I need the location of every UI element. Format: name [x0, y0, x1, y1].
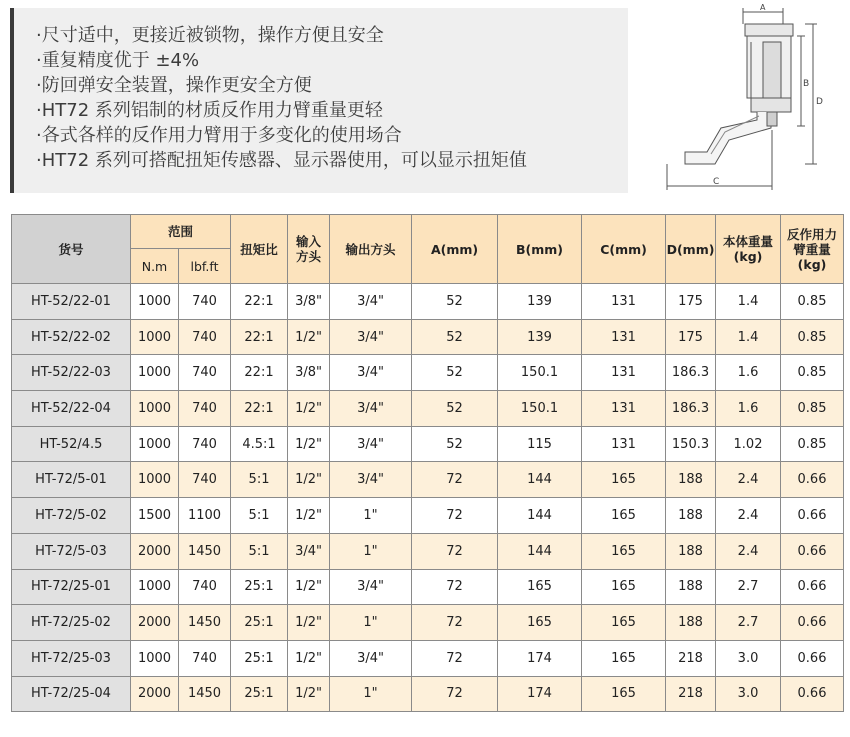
table-row [12, 355, 844, 391]
cell-c: 165 [582, 462, 666, 498]
cell-ratio: 25:1 [231, 569, 288, 605]
cell-c: 131 [582, 426, 666, 462]
cell-b: 139 [498, 319, 582, 355]
cell-output: 3/4" [330, 640, 412, 676]
cell-body-weight: 3.0 [716, 640, 781, 676]
cell-b: 144 [498, 462, 582, 498]
cell-a: 72 [412, 498, 498, 534]
cell-nm: 1000 [131, 355, 179, 391]
cell-c: 165 [582, 569, 666, 605]
dim-label-d: D [816, 97, 823, 107]
cell-output: 1" [330, 498, 412, 534]
cell-d: 150.3 [666, 426, 716, 462]
cell-a: 72 [412, 462, 498, 498]
cell-d: 188 [666, 533, 716, 569]
cell-c: 165 [582, 498, 666, 534]
cell-lbf: 1450 [179, 676, 231, 712]
cell-model: HT-52/22-02 [12, 319, 131, 355]
table-row [12, 284, 844, 320]
cell-output: 3/4" [330, 569, 412, 605]
cell-model: HT-72/25-02 [12, 605, 131, 641]
cell-lbf: 740 [179, 391, 231, 427]
table-row [12, 391, 844, 427]
cell-a: 52 [412, 355, 498, 391]
cell-a: 52 [412, 426, 498, 462]
cell-input: 1/2" [288, 676, 330, 712]
cell-b: 174 [498, 640, 582, 676]
cell-c: 165 [582, 676, 666, 712]
cell-body-weight: 1.02 [716, 426, 781, 462]
cell-c: 165 [582, 533, 666, 569]
cell-nm: 2000 [131, 605, 179, 641]
header-b: B(mm) [498, 215, 582, 284]
cell-arm-weight: 0.85 [781, 391, 844, 427]
cell-nm: 1500 [131, 498, 179, 534]
header-body-weight [716, 215, 781, 284]
table-row [12, 319, 844, 355]
cell-a: 52 [412, 284, 498, 320]
cell-input: 1/2" [288, 391, 330, 427]
cell-ratio: 25:1 [231, 605, 288, 641]
cell-b: 165 [498, 569, 582, 605]
cell-lbf: 1450 [179, 605, 231, 641]
cell-c: 165 [582, 640, 666, 676]
cell-input: 3/8" [288, 355, 330, 391]
cell-c: 131 [582, 284, 666, 320]
cell-body-weight: 2.4 [716, 462, 781, 498]
cell-input: 1/2" [288, 569, 330, 605]
cell-ratio: 22:1 [231, 284, 288, 320]
cell-lbf: 1450 [179, 533, 231, 569]
header-lbf: lbf.ft [179, 249, 231, 284]
cell-output: 1" [330, 676, 412, 712]
cell-ratio: 5:1 [231, 462, 288, 498]
table-row [12, 426, 844, 462]
cell-arm-weight: 0.85 [781, 319, 844, 355]
cell-ratio: 22:1 [231, 391, 288, 427]
header-nm: N.m [131, 249, 179, 284]
header-range: 范围 [131, 215, 231, 249]
cell-arm-weight: 0.85 [781, 355, 844, 391]
cell-arm-weight: 0.85 [781, 284, 844, 320]
table-row [12, 462, 844, 498]
cell-model: HT-72/25-03 [12, 640, 131, 676]
cell-ratio: 25:1 [231, 640, 288, 676]
cell-nm: 1000 [131, 391, 179, 427]
header-output-drive: 输出方头 [330, 215, 412, 284]
cell-lbf: 740 [179, 462, 231, 498]
feature-line: ·各式各样的反作用力臂用于多变化的使用场合 [36, 125, 402, 146]
cell-model: HT-72/25-04 [12, 676, 131, 712]
cell-d: 186.3 [666, 391, 716, 427]
cell-a: 72 [412, 676, 498, 712]
cell-body-weight: 1.4 [716, 284, 781, 320]
cell-model: HT-72/25-01 [12, 569, 131, 605]
header-arm-line3: (kg) [797, 256, 827, 272]
cell-ratio: 4.5:1 [231, 426, 288, 462]
cell-body-weight: 2.7 [716, 605, 781, 641]
cell-nm: 2000 [131, 676, 179, 712]
cell-body-weight: 3.0 [716, 676, 781, 712]
cell-ratio: 25:1 [231, 676, 288, 712]
cell-ratio: 22:1 [231, 319, 288, 355]
header-input-drive [288, 215, 330, 284]
cell-input: 1/2" [288, 319, 330, 355]
spec-table [11, 214, 844, 712]
cell-output: 1" [330, 605, 412, 641]
feature-line: ·HT72 系列铝制的材质反作用力臂重量更轻 [36, 100, 383, 121]
cell-nm: 1000 [131, 319, 179, 355]
cell-b: 150.1 [498, 355, 582, 391]
cell-model: HT-72/5-01 [12, 462, 131, 498]
cell-c: 131 [582, 391, 666, 427]
cell-d: 188 [666, 605, 716, 641]
cell-arm-weight: 0.66 [781, 462, 844, 498]
table-row [12, 533, 844, 569]
cell-lbf: 740 [179, 355, 231, 391]
cell-a: 72 [412, 533, 498, 569]
table-row [12, 676, 844, 712]
feature-line: ·防回弹安全装置，操作更安全方便 [36, 75, 312, 96]
cell-input: 1/2" [288, 462, 330, 498]
cell-ratio: 5:1 [231, 498, 288, 534]
cell-input: 3/8" [288, 284, 330, 320]
cell-input: 3/4" [288, 533, 330, 569]
cell-arm-weight: 0.66 [781, 498, 844, 534]
header-arm-line1: 反作用力 [787, 226, 838, 242]
header-model: 货号 [12, 215, 131, 284]
cell-d: 175 [666, 319, 716, 355]
cell-nm: 1000 [131, 640, 179, 676]
cell-d: 188 [666, 569, 716, 605]
cell-lbf: 740 [179, 569, 231, 605]
table-row [12, 640, 844, 676]
cell-b: 115 [498, 426, 582, 462]
cell-output: 3/4" [330, 284, 412, 320]
cell-nm: 2000 [131, 533, 179, 569]
cell-b: 174 [498, 676, 582, 712]
cell-nm: 1000 [131, 569, 179, 605]
cell-b: 165 [498, 605, 582, 641]
cell-nm: 1000 [131, 426, 179, 462]
cell-b: 139 [498, 284, 582, 320]
cell-output: 3/4" [330, 355, 412, 391]
cell-b: 144 [498, 498, 582, 534]
cell-body-weight: 2.7 [716, 569, 781, 605]
cell-d: 186.3 [666, 355, 716, 391]
feature-list-panel [10, 8, 628, 193]
dim-label-c: C [713, 177, 720, 187]
header-d: D(mm) [666, 215, 716, 284]
cell-body-weight: 2.4 [716, 533, 781, 569]
cell-arm-weight: 0.66 [781, 640, 844, 676]
cell-output: 3/4" [330, 319, 412, 355]
cell-lbf: 740 [179, 284, 231, 320]
header-c: C(mm) [582, 215, 666, 284]
feature-line: ·重复精度优于 ±4% [36, 50, 200, 71]
cell-model: HT-52/4.5 [12, 426, 131, 462]
dimension-drawing [655, 2, 840, 197]
cell-output: 3/4" [330, 391, 412, 427]
cell-input: 1/2" [288, 426, 330, 462]
cell-c: 165 [582, 605, 666, 641]
cell-d: 218 [666, 640, 716, 676]
header-arm-weight [781, 215, 844, 284]
cell-model: HT-52/22-01 [12, 284, 131, 320]
cell-d: 218 [666, 676, 716, 712]
header-input-line2: 方头 [296, 249, 322, 264]
spec-table-body [12, 284, 844, 712]
table-row [12, 498, 844, 534]
cell-lbf: 740 [179, 640, 231, 676]
cell-b: 150.1 [498, 391, 582, 427]
cell-nm: 1000 [131, 284, 179, 320]
cell-arm-weight: 0.85 [781, 426, 844, 462]
cell-arm-weight: 0.66 [781, 676, 844, 712]
header-weight-line2: (kg) [733, 249, 763, 264]
header-weight-line1: 本体重量 [723, 234, 774, 249]
cell-ratio: 5:1 [231, 533, 288, 569]
header-input-line1: 输入 [296, 234, 322, 249]
dim-label-b: B [803, 79, 810, 89]
cell-model: HT-72/5-02 [12, 498, 131, 534]
cell-b: 144 [498, 533, 582, 569]
header-a: A(mm) [412, 215, 498, 284]
cell-model: HT-52/22-03 [12, 355, 131, 391]
cell-a: 52 [412, 391, 498, 427]
cell-lbf: 1100 [179, 498, 231, 534]
header-ratio: 扭矩比 [231, 215, 288, 284]
cell-model: HT-72/5-03 [12, 533, 131, 569]
cell-d: 188 [666, 462, 716, 498]
header-arm-line2: 臂重量 [793, 241, 831, 257]
cell-output: 1" [330, 533, 412, 569]
cell-input: 1/2" [288, 640, 330, 676]
table-row [12, 605, 844, 641]
cell-lbf: 740 [179, 319, 231, 355]
cell-a: 72 [412, 569, 498, 605]
cell-d: 175 [666, 284, 716, 320]
cell-arm-weight: 0.66 [781, 605, 844, 641]
cell-a: 52 [412, 319, 498, 355]
cell-c: 131 [582, 319, 666, 355]
cell-d: 188 [666, 498, 716, 534]
cell-input: 1/2" [288, 605, 330, 641]
cell-body-weight: 1.6 [716, 391, 781, 427]
cell-nm: 1000 [131, 462, 179, 498]
cell-a: 72 [412, 640, 498, 676]
cell-a: 72 [412, 605, 498, 641]
feature-line: ·尺寸适中，更接近被锁物，操作方便且安全 [36, 25, 384, 46]
cell-output: 3/4" [330, 462, 412, 498]
table-row [12, 569, 844, 605]
cell-input: 1/2" [288, 498, 330, 534]
cell-arm-weight: 0.66 [781, 569, 844, 605]
cell-c: 131 [582, 355, 666, 391]
cell-output: 3/4" [330, 426, 412, 462]
cell-model: HT-52/22-04 [12, 391, 131, 427]
dim-label-a: A [760, 3, 766, 12]
cell-arm-weight: 0.66 [781, 533, 844, 569]
cell-lbf: 740 [179, 426, 231, 462]
cell-body-weight: 1.6 [716, 355, 781, 391]
feature-line: ·HT72 系列可搭配扭矩传感器、显示器使用，可以显示扭矩值 [36, 150, 527, 171]
cell-body-weight: 2.4 [716, 498, 781, 534]
cell-ratio: 22:1 [231, 355, 288, 391]
cell-body-weight: 1.4 [716, 319, 781, 355]
